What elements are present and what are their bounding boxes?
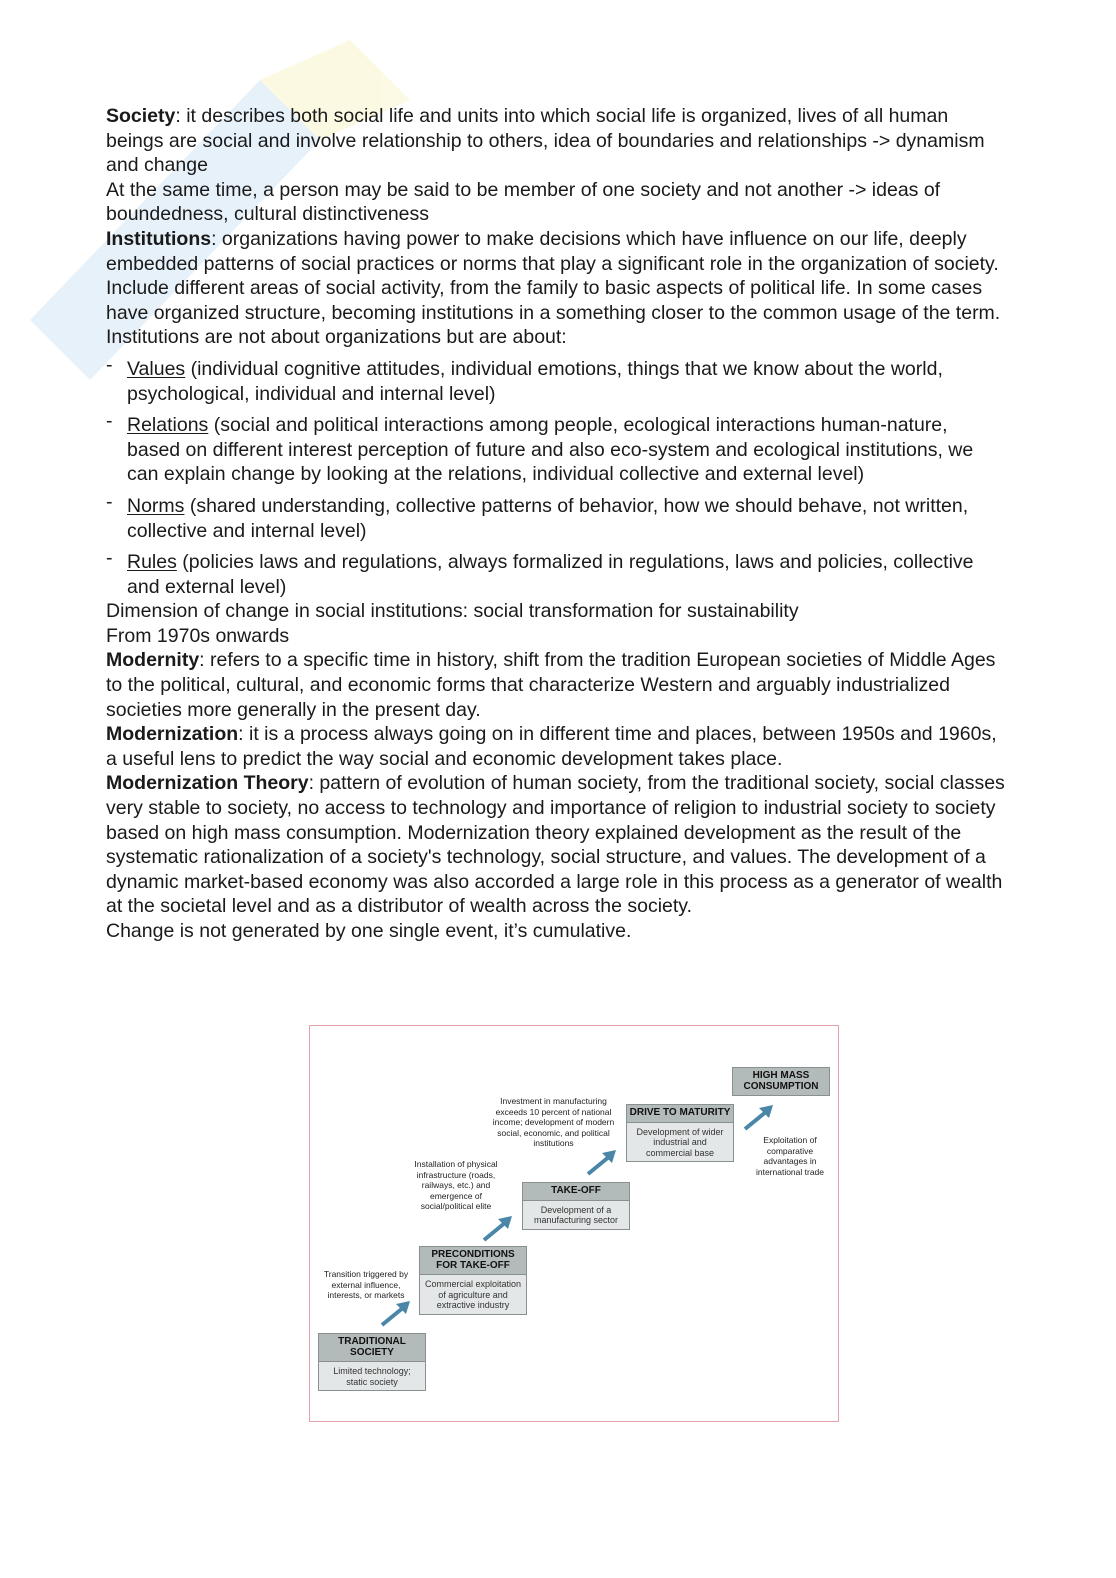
term-values: Values: [127, 357, 186, 380]
stage-title: TRADITIONAL SOCIETY: [319, 1334, 425, 1362]
rostow-stages-diagram: [309, 1025, 839, 1422]
term-institutions: Institutions: [106, 227, 212, 250]
term-modernization: Modernization: [106, 723, 239, 746]
paragraph-modernization-theory: [106, 771, 1006, 919]
stage-title: PRECONDITIONS FOR TAKE-OFF: [420, 1247, 526, 1275]
institution-aspects-list: [106, 353, 1006, 599]
relations-text: (social and political interactions among people, ecological interactions human-nature, based on different interest perception of future and also eco-system and ecological institutions, we can explain change by looking at the relations, individual collective and external level): [127, 414, 974, 486]
norms-text: (shared understanding, collective patterns of behavior, how we should behave, not written, collective and internal level): [127, 494, 969, 542]
stage-take-off: [522, 1182, 630, 1230]
values-text: (individual cognitive attitudes, individual emotions, things that we know about the world, psychological, individual and internal level): [127, 357, 943, 405]
modernization-theory-definition: : pattern of evolution of human society, from the traditional society, social classes very stable to society, no access to technology and importance of religion to industrial society to society based on high mass consumption. Modernization theory explained development as the result of the systematic rationalization of a society's technology, social structure, and values. The development of a dynamic market-based economy was also accorded a large role in this process as a generator of wealth at the societal level and as a distributor of wealth across the society.: [106, 772, 1005, 918]
stage-description: Development of wider industrial and commercial base: [636, 1126, 724, 1158]
paragraph-from-1970: From 1970s onwards: [106, 624, 290, 647]
stage-description: Limited technology; static society: [333, 1366, 411, 1387]
term-modernization-theory: Modernization Theory: [106, 772, 309, 795]
stage-preconditions: [419, 1246, 527, 1315]
stage-drive-to-maturity: [626, 1104, 734, 1162]
arrow-up-right-icon: [586, 1148, 618, 1176]
note-exploitation: Exploitation of comparative advantages in international trade: [755, 1135, 825, 1177]
stage-title: TAKE-OFF: [523, 1183, 629, 1201]
list-dash: -: [106, 353, 113, 376]
society-definition: : it describes both social life and units into which social life is organized, lives of all human beings are social and involve relationship to others, idea of boundaries and relationships -> dynamism and change: [106, 105, 985, 177]
list-item-relations: [106, 410, 1006, 487]
stage-title: DRIVE TO MATURITY: [627, 1105, 733, 1123]
term-modernity: Modernity: [106, 649, 200, 672]
term-norms: Norms: [127, 494, 185, 517]
modernization-definition: : it is a process always going on in different time and places, between 1950s and 1960s, a useful lens to predict the way social and economic development takes place.: [106, 723, 997, 770]
paragraph-institutions-intro: Institutions are not about organizations but are about:: [106, 326, 567, 349]
note-infrastructure: Installation of physical infrastructure (roads, railways, etc.) and emergence of social/political elite: [414, 1159, 498, 1211]
paragraph-modernity: [106, 648, 1006, 722]
paragraph-dimension: Dimension of change in social institutions: social transformation for sustainability: [106, 600, 799, 623]
list-item-values: [106, 353, 1006, 406]
arrow-up-right-icon: [380, 1299, 412, 1327]
term-society: Society: [106, 105, 176, 127]
stage-description: Commercial exploitation of agriculture and extractive industry: [424, 1279, 522, 1310]
term-relations: Relations: [127, 414, 209, 437]
stage-high-mass-consumption: [732, 1067, 830, 1096]
institutions-definition: : organizations having power to make decisions which have influence on our life, deeply embedded patterns of social practices or norms that play a significant role in the organization of society. Include different areas of social activity, from the family to basic aspects of political life. In some cases have organized structure, becoming institutions in a something closer to the common usage of the term.: [106, 227, 1001, 324]
stage-traditional-society: [318, 1333, 426, 1391]
list-dash: -: [106, 547, 113, 570]
paragraph-modernization: [106, 722, 1006, 771]
paragraph-change: Change is not generated by one single event, it’s cumulative.: [106, 920, 632, 942]
stage-description: Development of a manufacturing sector: [533, 1204, 619, 1225]
list-dash: -: [106, 410, 113, 433]
list-item-norms: [106, 490, 1006, 543]
paragraph-society-2: At the same time, a person may be said to be member of one society and not another -> ideas of boundedness, cultural distinctiveness: [106, 178, 941, 226]
modernity-definition: : refers to a specific time in history, shift from the tradition European societies of Middle Ages to the political, cultural, and economic forms that characterize Western and arguably industrialized societies more generally in the present day.: [106, 649, 996, 721]
paragraph-institutions: [106, 227, 1006, 325]
rules-text: (policies laws and regulations, always formalized in regulations, laws and policies, collective and external level): [127, 551, 974, 598]
paragraph-society: [106, 104, 1006, 178]
list-item-rules: [106, 547, 1006, 599]
note-transition: Transition triggered by external influence, interests, or markets: [323, 1269, 409, 1300]
note-investment: Investment in manufacturing exceeds 10 percent of national income; development of modern social, economic, and political institutions: [492, 1096, 615, 1148]
arrow-up-right-icon: [743, 1103, 775, 1131]
notes-text: [106, 104, 1006, 944]
list-dash: -: [106, 490, 113, 513]
term-rules: Rules: [127, 551, 177, 574]
arrow-up-right-icon: [482, 1214, 514, 1242]
stage-title: HIGH MASS CONSUMPTION: [733, 1068, 829, 1095]
